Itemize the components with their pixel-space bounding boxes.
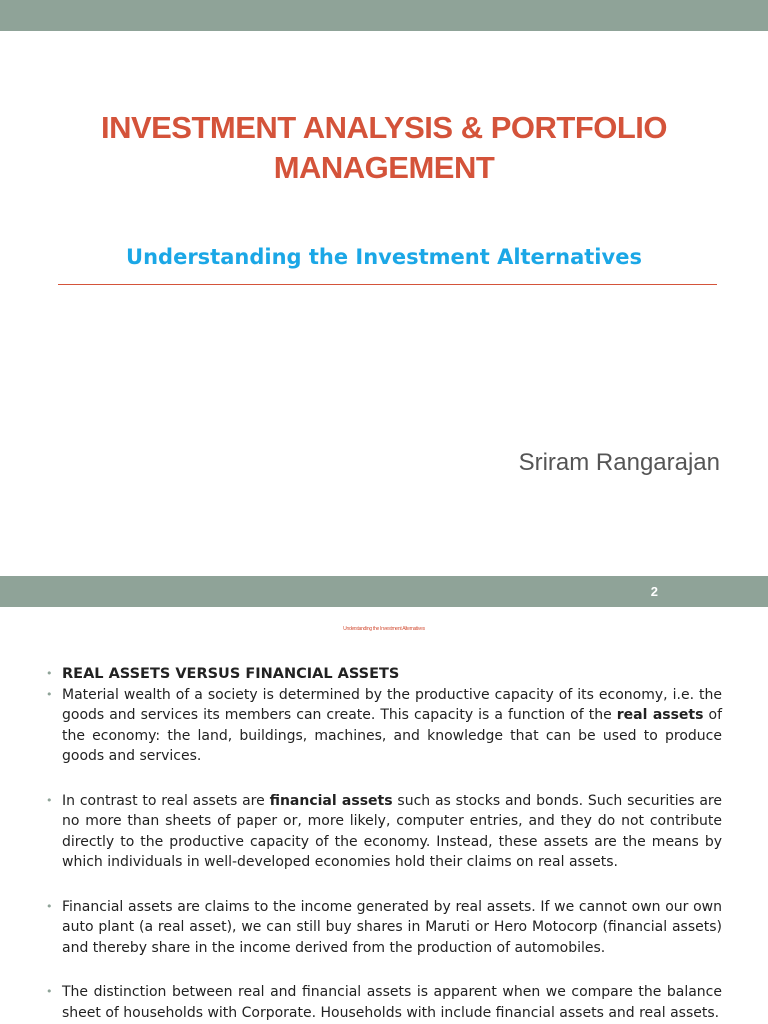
title-divider — [58, 284, 717, 285]
bullet-icon: • — [46, 687, 53, 701]
top-header-bar — [0, 0, 768, 31]
bullet-icon: • — [46, 667, 53, 680]
bullet-icon: • — [46, 899, 53, 913]
section-heading: REAL ASSETS VERSUS FINANCIAL ASSETS — [62, 666, 400, 682]
author-name: Sriram Rangarajan — [518, 449, 720, 476]
page-number: 2 — [650, 584, 658, 599]
slide-subtitle: Understanding the Investment Alternatives — [126, 245, 642, 269]
p1-text-a: Material wealth of a society is determined by the productive capacity of its economy, i.e. the goods and services its members can create. This capacity is a function of the — [62, 686, 722, 723]
p1-bold-real-assets: real assets — [616, 707, 704, 723]
bullet-paragraph-1 — [46, 685, 722, 767]
p4-text: The distinction between real and financial assets is apparent when we compare the balance sheet of households with Corporate. Households with include financial assets and real assets. — [62, 984, 722, 1021]
bullet-icon: • — [46, 985, 53, 998]
p3-text: Financial assets are claims to the income generated by real assets. If we cannot own our own auto plant (a real asset), we can still buy shares in Maruti or Hero Motocorp (financial assets) and thereby share in the income derived from the production of automobiles. — [62, 898, 722, 956]
p2-text-a: In contrast to real assets are — [62, 792, 270, 809]
slide-footer-text: Understanding the Investment Alternatives — [343, 626, 425, 632]
p2-text-c: such as stocks and bonds. Such securities are no more than sheets of paper or, more likely, computer entries, and they do not contribute directly to the productive capacity of the economy. Instead, these assets are the means by which individuals in well-developed economies hold their claims on real assets. — [62, 792, 722, 870]
bullet-paragraph-3 — [46, 897, 722, 959]
p2-bold-financial-assets: financial assets — [269, 792, 393, 809]
p1-text-c: of the economy: the land, buildings, machines, and knowledge that can be used to produce goods and services. — [62, 707, 722, 764]
bullet-icon: • — [46, 793, 53, 807]
bullet-paragraph-2 — [46, 791, 722, 873]
bullet-heading — [46, 664, 722, 685]
slide-title: INVESTMENT ANALYSIS & PORTFOLIO MANAGEMENT — [100, 110, 668, 185]
bullet-paragraph-4 — [46, 982, 722, 1023]
slide2-content — [46, 664, 722, 1023]
